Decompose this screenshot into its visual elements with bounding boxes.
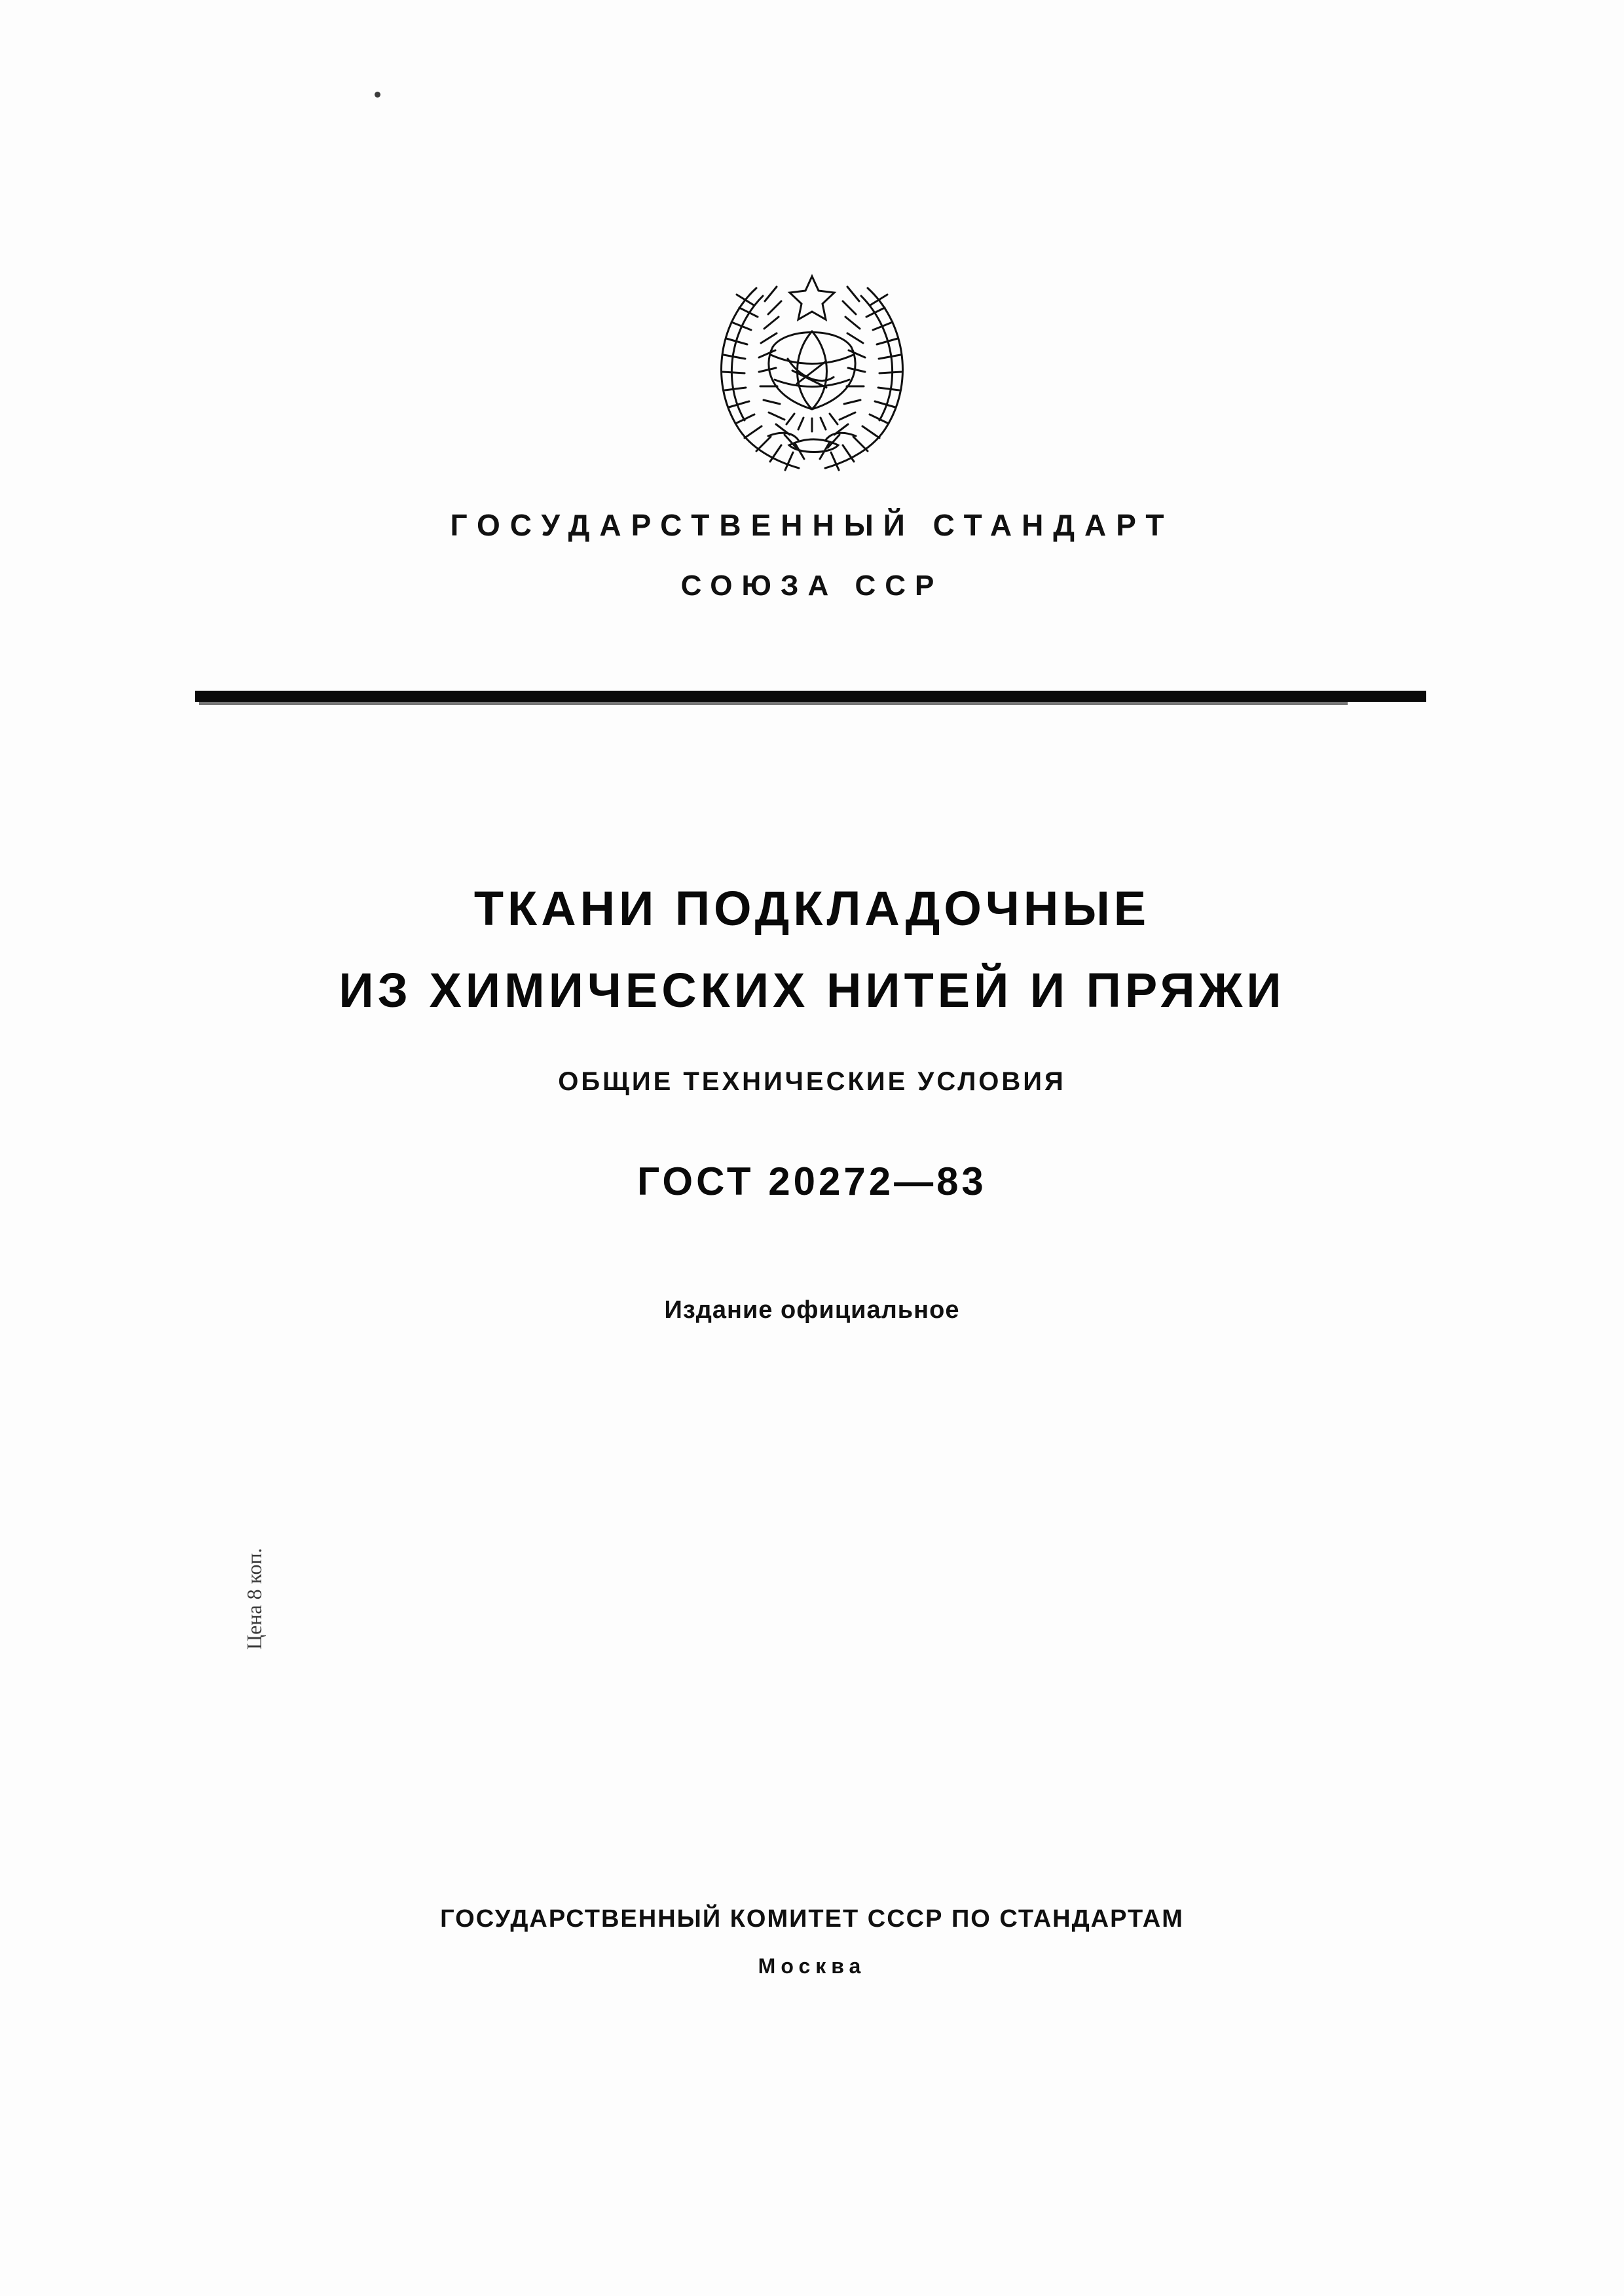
emblem-container xyxy=(0,249,1624,484)
page-subtitle: ОБЩИЕ ТЕХНИЧЕСКИЕ УСЛОВИЯ xyxy=(558,1067,1066,1096)
publisher-name: ГОСУДАРСТВЕННЫЙ КОМИТЕТ СССР ПО СТАНДАРТАМ xyxy=(440,1905,1184,1933)
publisher-city: Москва xyxy=(758,1954,866,1978)
header-divider-rule xyxy=(195,691,1426,702)
page-title-line-1: ТКАНИ ПОДКЛАДОЧНЫЕ xyxy=(473,881,1151,936)
soviet-state-emblem-icon xyxy=(658,249,966,484)
price-note: Цена 8 коп. xyxy=(242,1548,266,1650)
header-line-1: ГОСУДАРСТВЕННЫЙ СТАНДАРТ xyxy=(450,508,1174,542)
edition-note: Издание официальное xyxy=(664,1296,960,1324)
page-title-line-2: ИЗ ХИМИЧЕСКИХ НИТЕЙ И ПРЯЖИ xyxy=(339,963,1285,1017)
standard-number: ГОСТ 20272—83 xyxy=(637,1159,987,1203)
header-line-2: СОЮЗА ССР xyxy=(680,570,944,602)
page-speck xyxy=(375,92,380,98)
